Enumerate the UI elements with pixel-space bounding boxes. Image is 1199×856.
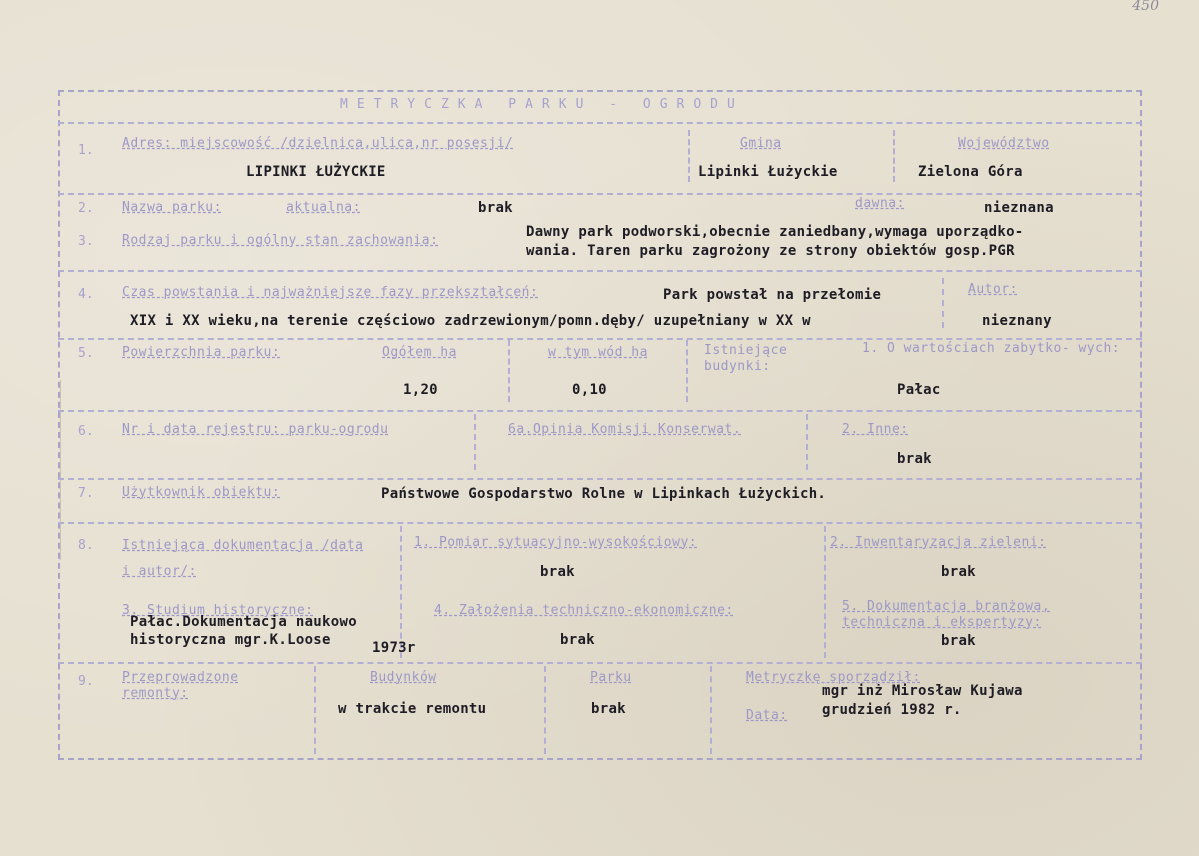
divider	[824, 526, 826, 658]
divider	[474, 414, 476, 470]
divider	[893, 130, 895, 182]
date-value: grudzień 1982 r.	[822, 702, 962, 718]
divider	[508, 340, 510, 402]
divider	[58, 410, 1142, 412]
label-user: Użytkownik obiektu:	[122, 485, 281, 500]
divider	[710, 666, 712, 754]
paper-fold	[0, 380, 61, 560]
label-date: Data:	[746, 708, 788, 723]
inventory-value: brak	[941, 564, 976, 580]
label-documentation: Istniejąca dokumentacja /data i autor/:	[122, 538, 364, 579]
row-number-1: 1.	[78, 143, 94, 158]
divider	[58, 193, 1142, 195]
label-buildings-renov: Budynków	[370, 670, 437, 685]
label-address: Adres: miejscowość /dzielnica,ulica,nr posesji/	[122, 136, 514, 151]
label-author: Autor:	[968, 282, 1018, 297]
author-value: nieznany	[982, 313, 1052, 329]
label-park-renov: Parku	[590, 670, 632, 685]
divider	[400, 526, 402, 658]
monument-value: Pałac	[897, 382, 941, 398]
row-number-5: 5.	[78, 346, 94, 361]
row-number-2: 2.	[78, 201, 94, 216]
row-number-4: 4.	[78, 287, 94, 302]
park-name-value: brak	[478, 200, 513, 216]
divider	[544, 666, 546, 754]
label-gmina: Gmina	[740, 136, 782, 151]
row-number-6: 6.	[78, 424, 94, 439]
historical-study-year: 1973r	[372, 640, 416, 656]
divider	[58, 522, 1142, 524]
divider	[58, 338, 1142, 340]
branch-docs-value: brak	[941, 633, 976, 649]
label-buildings: Istniejące budynki:	[704, 343, 788, 374]
historical-study-line2: historyczna mgr.K.Loose	[130, 632, 331, 648]
row-number-9: 9.	[78, 674, 94, 689]
divider	[58, 662, 1142, 664]
label-current: aktualna:	[286, 200, 361, 215]
label-renovations: Przeprowadzone remonty:	[122, 670, 239, 701]
divider	[942, 278, 944, 328]
divider	[58, 270, 1142, 272]
label-other: 2. Inne:	[842, 422, 909, 437]
history-text-a: Park powstał na przełomie	[663, 287, 882, 303]
park-type-line1: Dawny park podworski,obecnie zaniedbany,wymaga uporządko-	[526, 224, 1024, 240]
park-type-line2: wania. Taren parku zagrożony ze strony obiektów gosp.PGR	[526, 243, 1015, 259]
divider	[688, 130, 690, 182]
buildings-renov-value: w trakcie remontu	[338, 701, 487, 717]
label-historical-study: 3. Studium historyczne:	[122, 603, 314, 618]
row-number-7: 7.	[78, 486, 94, 501]
divider	[314, 666, 316, 754]
label-compiled-by: Metryczkę sporządził:	[746, 670, 921, 685]
row-number-8: 8.	[78, 538, 94, 553]
label-tech-econ: 4. Założenia techniczno-ekonomiczne:	[434, 603, 734, 618]
gmina-value: Lipinki Łużyckie	[698, 164, 838, 180]
survey-value: brak	[540, 564, 575, 580]
tech-econ-value: brak	[560, 632, 595, 648]
former-name-value: nieznana	[984, 200, 1054, 216]
label-survey: 1. Pomiar sytuacyjno-wysokościowy:	[414, 535, 698, 550]
row-number-3: 3.	[78, 234, 94, 249]
total-ha-value: 1,20	[403, 382, 438, 398]
history-text-b: XIX i XX wieku,na terenie częściowo zadrzewionym/pomn.dęby/ uzupełniany w XX w	[130, 313, 811, 329]
divider	[58, 478, 1142, 480]
park-renov-value: brak	[591, 701, 626, 717]
divider	[686, 340, 688, 402]
label-park-type: Rodzaj parku i ogólny stan zachowania:	[122, 233, 439, 248]
label-total-ha: Ogółem ha	[382, 345, 457, 360]
label-wojewodztwo: Województwo	[958, 136, 1050, 151]
pencil-note: 450	[1132, 0, 1159, 14]
wojewodztwo-value: Zielona Góra	[918, 164, 1023, 180]
compiled-by-value: mgr inż Mirosław Kujawa	[822, 683, 1023, 699]
label-monuments: 1. O wartościach zabytko- wych:	[862, 341, 1121, 356]
label-water-ha: w tym wód ha	[548, 345, 648, 360]
label-inventory: 2. Inwentaryzacja zieleni:	[830, 535, 1047, 550]
label-park-name: Nazwa parku:	[122, 200, 222, 215]
user-value: Państwowe Gospodarstwo Rolne w Lipinkach Łużyckich.	[381, 486, 827, 502]
label-register: Nr i data rejestru: parku-ogrodu	[122, 422, 389, 437]
label-area: Powierzchnia parku:	[122, 345, 281, 360]
address-value: LIPINKI ŁUŻYCKIE	[246, 164, 386, 180]
form-title: METRYCZKA PARKU - OGRODU	[340, 97, 744, 112]
historical-study-line1: Pałac.Dokumentacja naukowo	[130, 614, 357, 630]
label-former-name: dawna:	[855, 196, 905, 211]
divider	[806, 414, 808, 470]
label-history-phases: Czas powstania i najważniejsze fazy przekształceń:	[122, 285, 539, 300]
label-opinion: 6a.Opinia Komisji Konserwat.	[508, 422, 742, 437]
divider	[58, 122, 1142, 124]
water-ha-value: 0,10	[572, 382, 607, 398]
label-branch-docs: 5. Dokumentacja branżowa, techniczna i ekspertyzy:	[842, 599, 1051, 630]
other-value: brak	[897, 451, 932, 467]
